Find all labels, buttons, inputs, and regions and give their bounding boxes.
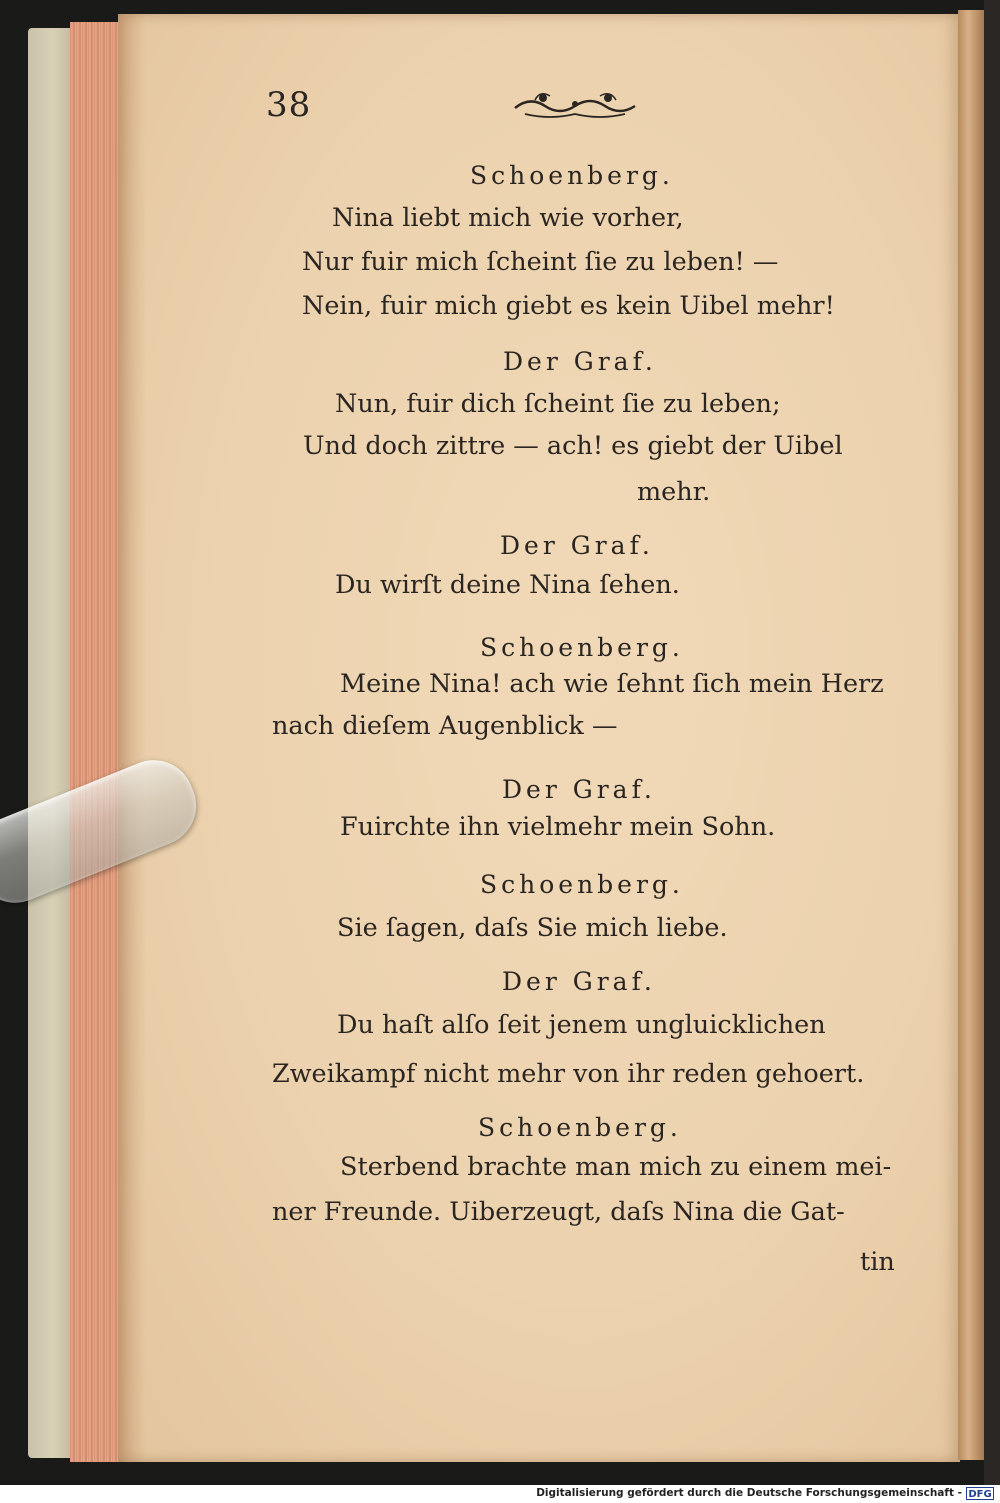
- speaker-label: Schoenberg.: [480, 870, 684, 899]
- verse-line: mehr.: [637, 477, 711, 507]
- prose-line: Fuirchte ihn vielmehr mein Sohn.: [340, 812, 776, 842]
- prose-line: Sie ſagen, daſs Sie mich liebe.: [337, 913, 728, 943]
- speaker-label: Der Graf.: [502, 967, 656, 996]
- verse-line: Nein, fuir mich giebt es kein Uibel mehr!: [302, 291, 835, 321]
- catchword: tin: [860, 1247, 895, 1277]
- prose-line: Meine Nina! ach wie ſehnt ſich mein Herz: [340, 669, 884, 699]
- prose-line: Zweikampf nicht mehr von ihr reden gehoert.: [272, 1059, 865, 1089]
- dfg-logo-icon: DFG: [966, 1487, 994, 1500]
- footer-credit: Digitalisierung gefördert durch die Deutsche Forschungsgemeinschaft -: [536, 1487, 962, 1499]
- right-page-edge: [958, 10, 984, 1460]
- speaker-label: Schoenberg.: [478, 1113, 682, 1142]
- speaker-label: Schoenberg.: [480, 633, 684, 662]
- speaker-label: Der Graf.: [503, 347, 657, 376]
- ornament-icon: [510, 86, 640, 126]
- speaker-label: Der Graf.: [502, 775, 656, 804]
- verse-line: Nun, fuir dich ſcheint ſie zu leben;: [335, 389, 781, 419]
- prose-line: ner Freunde. Uiberzeugt, daſs Nina die Gat-: [272, 1197, 845, 1227]
- verse-line: Und doch zittre — ach! es giebt der Uibel: [303, 431, 843, 461]
- prose-line: Du wirſt deine Nina ſehen.: [335, 570, 680, 600]
- right-scan-border: [984, 0, 1000, 1485]
- prose-line: nach dieſem Augenblick —: [272, 711, 618, 741]
- gutter-shadow: [118, 14, 146, 1462]
- prose-line: Du haſt alſo ſeit jenem ungluicklichen: [337, 1010, 826, 1040]
- speaker-label: Schoenberg.: [470, 161, 674, 190]
- page-number: 38: [266, 85, 312, 125]
- verse-line: Nina liebt mich wie vorher,: [332, 203, 684, 233]
- prose-line: Sterbend brachte man mich zu einem mei-: [340, 1152, 892, 1182]
- speaker-label: Der Graf.: [500, 531, 654, 560]
- verse-line: Nur fuir mich ſcheint ſie zu leben! —: [302, 247, 779, 277]
